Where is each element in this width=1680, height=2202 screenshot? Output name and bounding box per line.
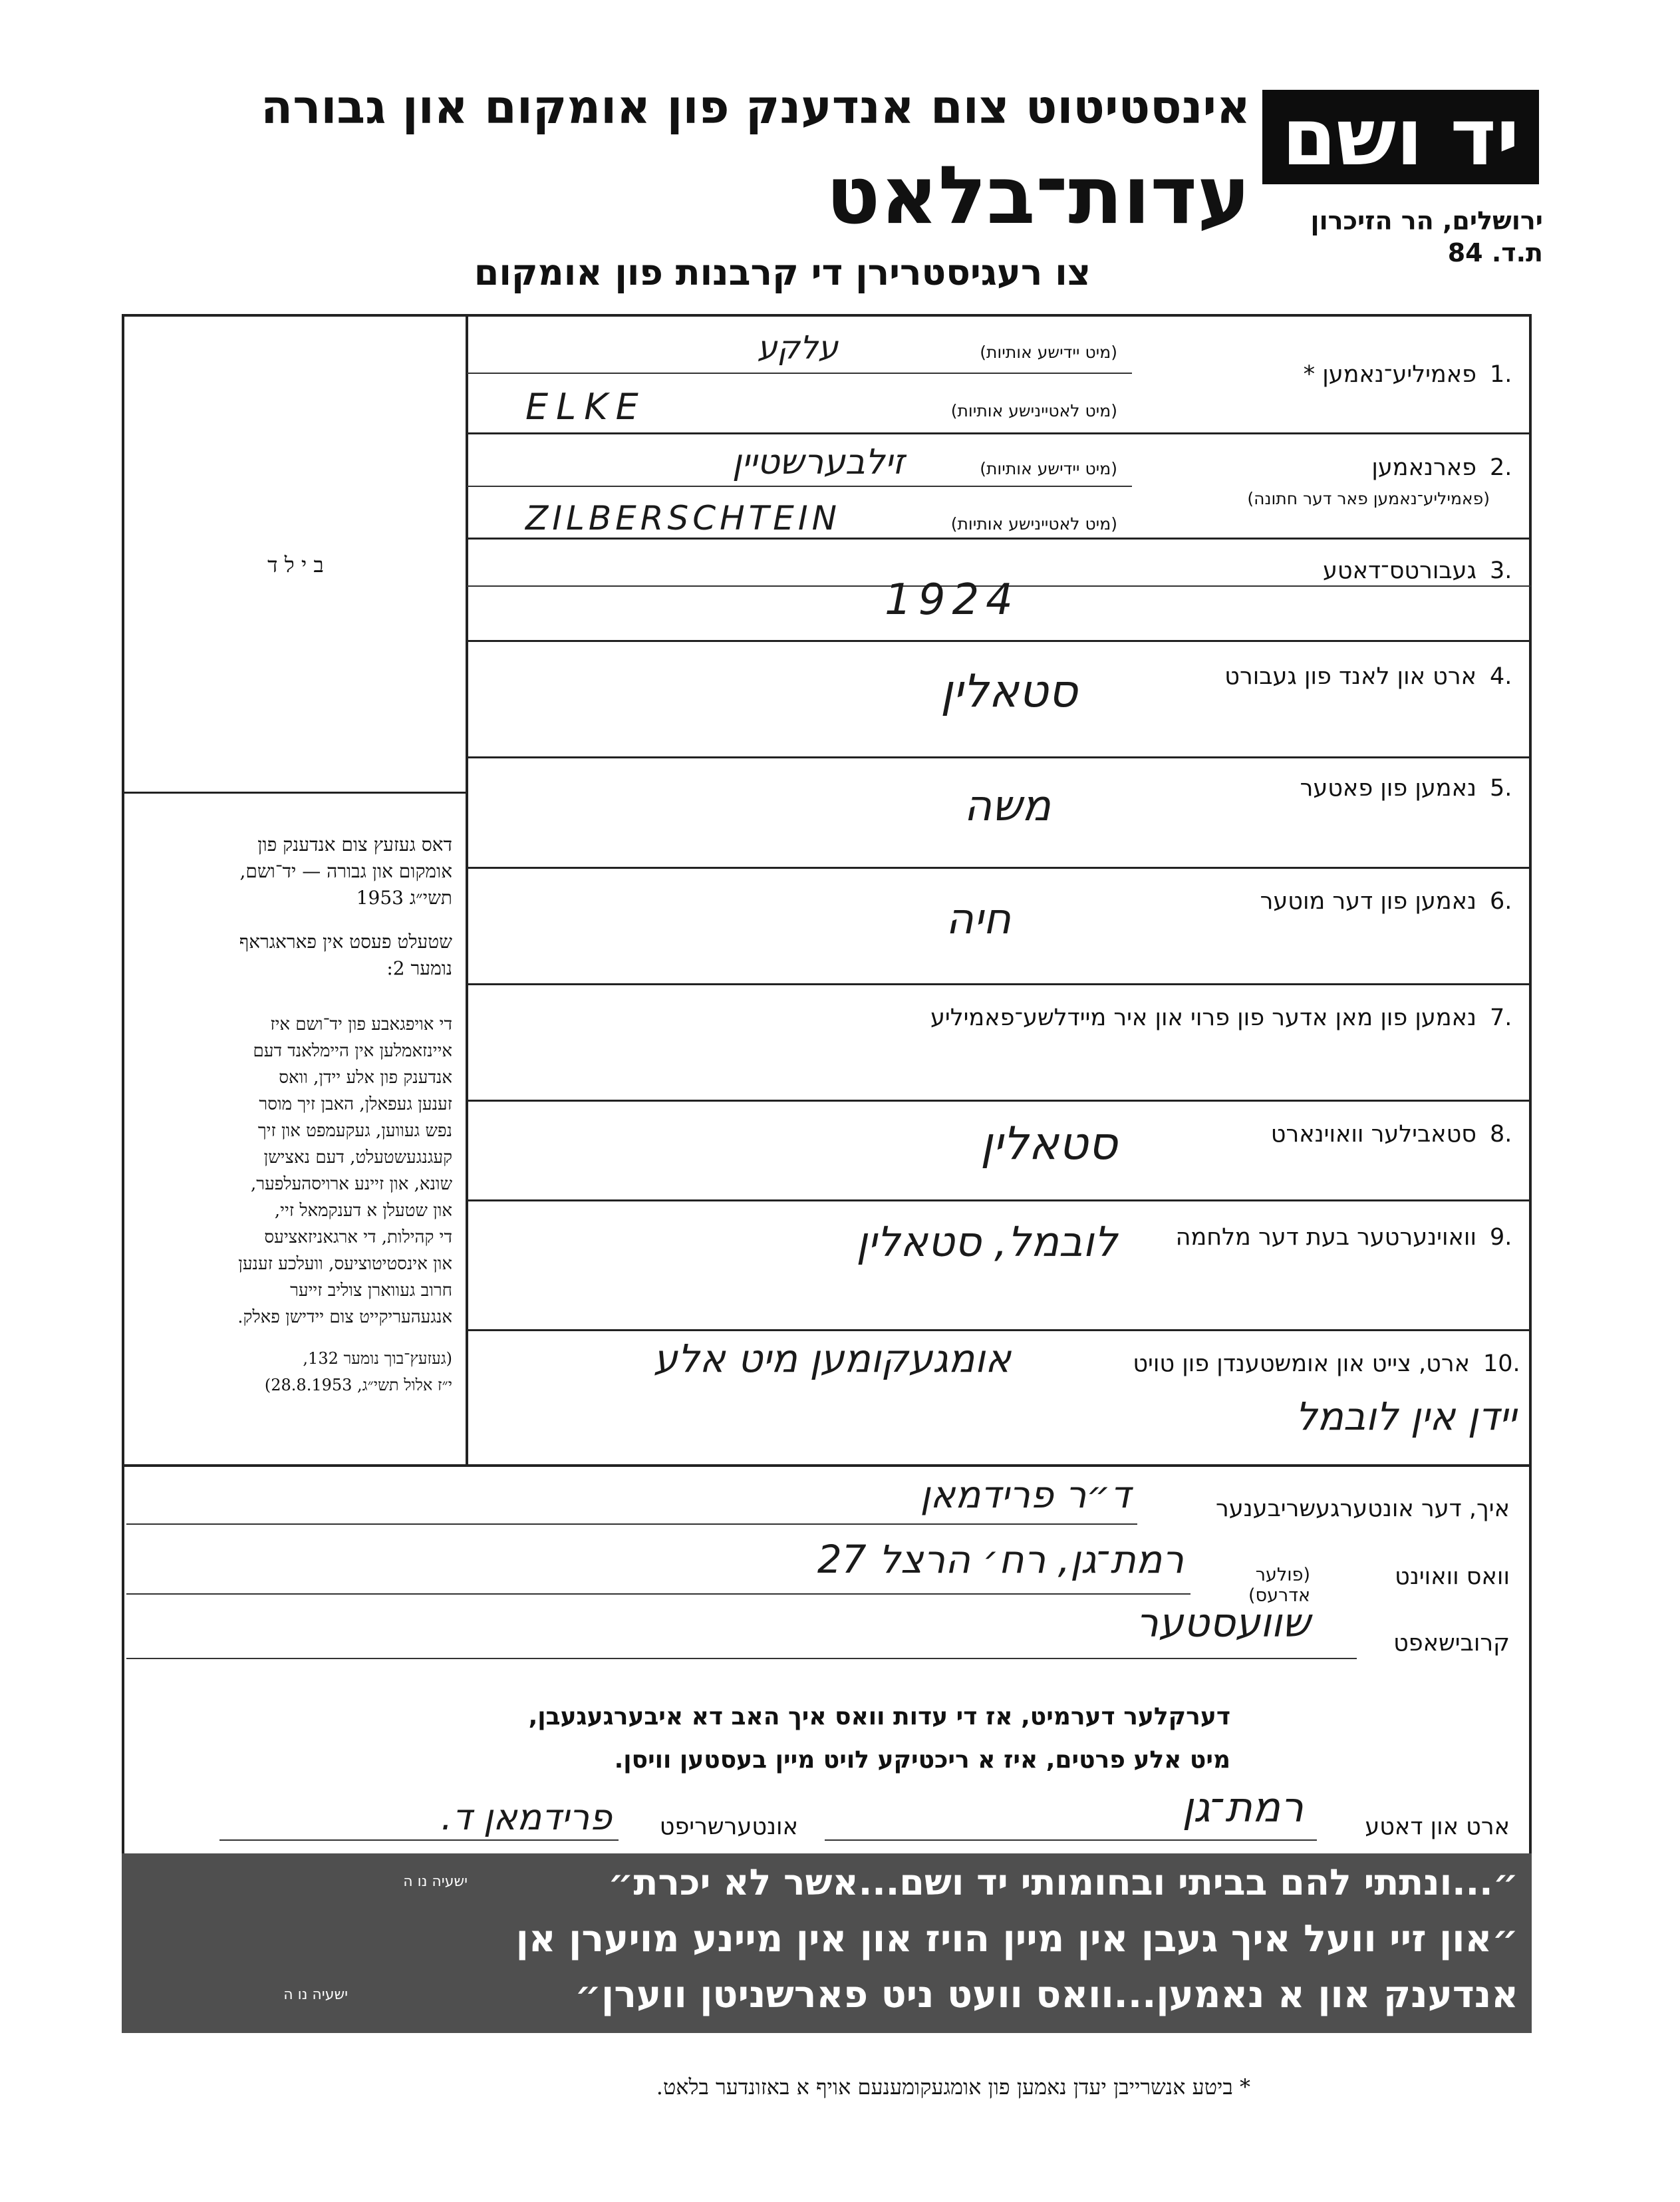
law-note-line: דאס געזעץ צום אנדענק פון xyxy=(257,834,452,856)
field-6-number: 6. xyxy=(1490,888,1512,915)
field-1-label: פאמיליע־נאמען * xyxy=(1303,361,1476,388)
field-underline xyxy=(467,373,1132,374)
row-divider xyxy=(467,983,1531,985)
row-divider xyxy=(467,432,1531,434)
field-9-label: וואוינערטער בעת דער מלחמה xyxy=(1175,1224,1476,1251)
signature-value[interactable]: פרידמאן ד. xyxy=(440,1796,612,1838)
field-5-number: 5. xyxy=(1490,775,1512,802)
field-5-label: נאמען פון פאטער xyxy=(1300,775,1476,802)
form-frame-top xyxy=(122,314,1532,317)
law-note-body-line: קעגנגעשטעלט, דעם נאצישן xyxy=(263,1148,452,1168)
field-6-label: נאמען פון דער מוטער xyxy=(1260,888,1476,915)
law-note-body-line: איינזאמלען אין היימלאנד דעם xyxy=(253,1041,452,1061)
field-3-label: געבורטס־דאטע xyxy=(1322,557,1476,584)
field-5-value[interactable]: משה xyxy=(964,782,1051,831)
row-divider xyxy=(467,1199,1531,1201)
field-10-value-line1[interactable]: אומגעקומען מיט אלע xyxy=(653,1336,1011,1381)
law-note-line: נומער 2: xyxy=(386,957,452,979)
address-hint: (פולער אדרעס) xyxy=(1248,1565,1310,1606)
declaration-line-1: דערקלער דערמיט, אז די עדות וואס איך האב דא איבערגעגעבן, xyxy=(528,1703,1230,1730)
submitter-label: איך, דער אונטערגעשריבענער xyxy=(1215,1495,1510,1522)
declaration-line-2: מיט אלע פרטים, איז א ריכטיקע לויט מיין בעסטען וויסן. xyxy=(614,1746,1230,1774)
banner-ref-1: ישעיה נו ה xyxy=(403,1873,468,1890)
banner-ref-2: ישעיה נו ה xyxy=(283,1986,348,2003)
row-divider xyxy=(467,1100,1531,1102)
row-divider xyxy=(467,867,1531,869)
field-8-label: סטאבילער וואוינארט xyxy=(1270,1121,1476,1148)
signature-label: אונטערשריפט xyxy=(659,1813,798,1840)
address-label: וואס וואוינט xyxy=(1395,1563,1510,1590)
field-2-hint-latin: (מיט לאטיינישע אותיות) xyxy=(950,514,1117,534)
law-note-ref: (געזעץ־בוך נומער 132, xyxy=(303,1349,452,1368)
signature-underline xyxy=(219,1839,619,1841)
place-date-value[interactable]: רמת־גן xyxy=(1182,1783,1304,1831)
row-divider xyxy=(467,756,1531,758)
law-note-body-line: די אויפגאבע פון יד־ושם איז xyxy=(270,1015,452,1034)
field-2-number: 2. xyxy=(1490,454,1512,481)
field-1-value-yiddish[interactable]: עלקע xyxy=(757,329,838,367)
field-4-value[interactable]: סטאלין xyxy=(940,665,1077,718)
address-line-2: ת.ד. 84 xyxy=(1447,238,1543,267)
field-2-label: פארנאמען xyxy=(1371,454,1476,481)
field-8-number: 8. xyxy=(1490,1121,1512,1148)
banner-line-1: ״...ונתתי להם בביתי ובחומותי יד ושם...אשר לא יכרת״ xyxy=(608,1861,1518,1903)
field-1-hint-yiddish: (מיט יידישע אותיות) xyxy=(980,343,1117,362)
address-value[interactable]: רמת־גן, רח׳ הרצל 27 xyxy=(817,1537,1184,1582)
field-7-label: נאמען פון מאן אדער פון פרוי און איר מיידלשע־פאמיליע xyxy=(930,1005,1476,1031)
law-note-body xyxy=(133,1011,452,1398)
footnote: * ביטע אנשרייבן יעדן נאמען פון אומגעקומענעם אויף א באזונדער בלאט. xyxy=(656,2074,1250,2100)
law-note-intro xyxy=(133,832,452,982)
yad-vashem-logo: יד ושם xyxy=(1262,90,1539,184)
field-9-number: 9. xyxy=(1490,1224,1512,1251)
submitter-value[interactable]: ד״ר פרידמאן xyxy=(920,1474,1131,1517)
field-10-label: ארט, צייט און אומשטענדן פון טויט xyxy=(1133,1350,1470,1377)
field-2-hint-yiddish: (מיט יידישע אותיות) xyxy=(980,459,1117,478)
form-title: עדות־בלאט xyxy=(825,150,1250,242)
law-note-body-line: אנדענק פון אלע יידן, וואס xyxy=(279,1068,452,1088)
law-note-body-line: די קהילות, די ארגאניזאציעס xyxy=(264,1227,452,1247)
field-4-label: ארט און לאנד פון געבורט xyxy=(1224,663,1476,690)
law-note-body-line: און אינסטיטוציעס, וועלכע זענען xyxy=(238,1254,452,1274)
field-9-value[interactable]: לובמל, סטאלין xyxy=(856,1217,1117,1266)
relation-underline xyxy=(126,1658,1357,1659)
photo-box-bottom xyxy=(124,792,467,794)
law-note-body-line: נפש געווען, געקעמפט און זיך xyxy=(257,1121,452,1141)
photo-box-label: ב י ל ד xyxy=(267,552,324,577)
law-note-line: אומקום און גבורה — יד־ושם, xyxy=(239,860,452,882)
field-1-value-latin[interactable]: ELKE xyxy=(525,386,646,428)
law-note-body-line: זענען געפאלן, האבן זיך מוסר xyxy=(259,1094,452,1114)
field-8-value[interactable]: סטאלין xyxy=(980,1118,1117,1170)
field-10-value-line2[interactable]: יידן אין לובמל xyxy=(1295,1394,1516,1439)
field-3-number: 3. xyxy=(1490,557,1512,584)
field-3-value[interactable]: 1924 xyxy=(885,575,1020,625)
field-2-sublabel: (פאמיליע־נאמען פאר דער חתונה) xyxy=(1247,489,1490,508)
law-note-body-line: אנגעהעריקייט צום יידישן פאלק. xyxy=(237,1307,452,1327)
field-4-number: 4. xyxy=(1490,663,1512,690)
law-note-line: תשי״ג 1953 xyxy=(356,887,452,909)
field-2-value-latin[interactable]: ZILBERSCHTEIN xyxy=(525,499,841,538)
field-1-hint-latin: (מיט לאטיינישע אותיות) xyxy=(950,401,1117,420)
field-underline xyxy=(467,486,1132,487)
field-6-value[interactable]: חיה xyxy=(946,895,1011,944)
form-frame-right xyxy=(1529,314,1532,2030)
row-divider xyxy=(467,640,1531,642)
law-note-body-line: חרוב געווארן צוליב זייער xyxy=(290,1281,452,1301)
submitter-underline xyxy=(126,1523,1137,1525)
row-divider xyxy=(467,538,1531,540)
field-1-number: 1. xyxy=(1490,361,1512,388)
place-date-underline xyxy=(825,1839,1317,1841)
relation-label: קרובישאפט xyxy=(1393,1630,1510,1656)
law-note-body-line: און שטעלן א דענקמאל זיי, xyxy=(274,1201,452,1221)
address-underline xyxy=(126,1593,1190,1595)
law-note-body-line: שונא, און זיינע ארויסהעלפער, xyxy=(251,1174,452,1194)
field-2-value-yiddish[interactable]: זילבערשטיין xyxy=(732,442,905,482)
quote-banner xyxy=(122,1853,1532,2033)
form-subtitle: צו רעגיסטרירן די קרבנות פון אומקום xyxy=(474,251,1091,293)
field-10-number: 10. xyxy=(1483,1350,1520,1377)
banner-line-2: ״און זיי וועל איך געבן אין מיין הויז און אין מיינע מויערן אן xyxy=(515,1917,1518,1961)
banner-line-3: אנדענק און א נאמען...וואס וועט ניט פארשניטן ווערן״ xyxy=(575,1973,1518,2016)
address-line-1: ירושלים, הר הזיכרון xyxy=(1310,206,1543,236)
form-frame-bottom xyxy=(122,1464,1532,1467)
law-note-line: שטעלט פעסט אין פאראגראף xyxy=(239,931,452,953)
field-7-number: 7. xyxy=(1490,1005,1512,1031)
law-note-ref: י״ז אלול תשי״ג, 28.8.1953) xyxy=(264,1376,452,1394)
place-date-label: ארט און דאטע xyxy=(1365,1813,1510,1840)
institute-title: אינסטיטוט צום אנדענק פון אומקום און גבורה xyxy=(261,80,1250,134)
relation-value[interactable]: שוועסטער xyxy=(1135,1600,1310,1647)
row-divider xyxy=(467,1329,1531,1331)
